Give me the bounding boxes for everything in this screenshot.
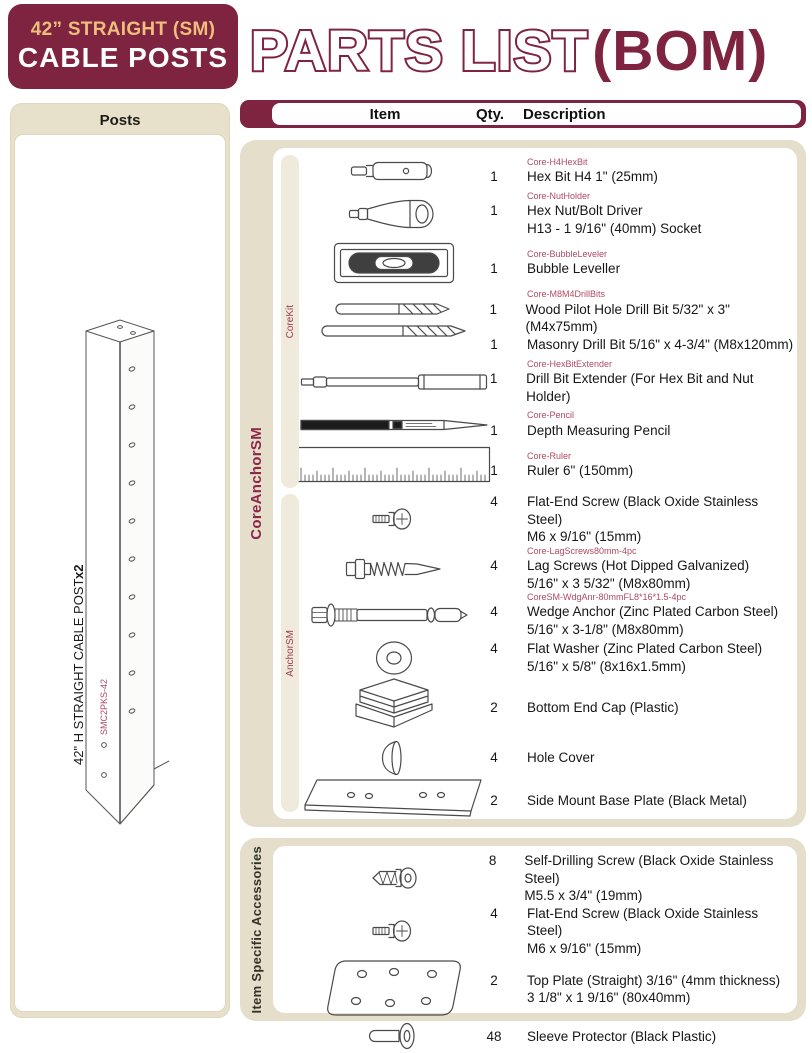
row-part-code: Core-H4HexBit: [527, 156, 588, 167]
description-line: Self-Drilling Screw (Black Oxide Stainless Steel): [524, 853, 774, 886]
row-description: [519, 202, 701, 237]
subsection-pill: [281, 494, 299, 812]
row-entry: [469, 905, 797, 958]
parts-row: [319, 639, 797, 677]
svg-text:PARTS LIST(BOM): [250, 19, 768, 83]
row-description: [519, 905, 797, 958]
post-label-text: 42" H STRAIGHT CABLE POST: [71, 578, 86, 765]
row-qty: 1: [490, 168, 498, 184]
row-main: [469, 1028, 797, 1046]
row-entry: [469, 640, 797, 675]
row-part-code: Core-HexBitExtender: [527, 358, 613, 369]
row-qty: 4: [490, 494, 498, 509]
parts-row: [319, 157, 797, 186]
row-main: [469, 359, 797, 405]
column-header-item: Item: [369, 105, 401, 123]
parts-row: [319, 444, 797, 486]
posts-panel: [10, 103, 230, 1018]
row-description: [519, 422, 670, 440]
subsection-pill: [281, 155, 299, 488]
row-description: [519, 749, 595, 767]
subsection: [273, 850, 797, 1053]
description-line: Drill Bit Extender (For Hex Bit and Nut Holder): [526, 371, 754, 404]
self-drilling-screw-icon: [319, 865, 469, 891]
row-qty: 4: [490, 557, 498, 573]
section-label: CoreAnchorSM: [248, 427, 265, 540]
row-description: [519, 699, 679, 717]
parts-row: [319, 191, 797, 237]
parts-row: [319, 777, 797, 825]
posts-panel-body: [14, 134, 226, 1012]
ruler-icon: [319, 444, 469, 486]
badge-product-label: CABLE POSTS: [17, 42, 229, 73]
description-line: Masonry Drill Bit 5/16" x 4-3/4" (M8x120mm): [527, 336, 794, 352]
description-line: M6 x 9/16" (15mm): [526, 940, 642, 956]
row-description: [519, 557, 749, 592]
row-part-code: Core-NutHolder: [527, 190, 591, 201]
section-label: Item Specific Accessories: [249, 845, 264, 1014]
flat-washer-icon: [319, 639, 469, 677]
row-main: [469, 749, 797, 767]
description-line: Hex Bit H4 1" (25mm): [527, 168, 658, 184]
row-qty: 1: [490, 203, 498, 219]
top-plate-icon: [319, 957, 469, 1021]
row-main: [469, 249, 797, 278]
description-line: H13 - 1 9/16" (40mm) Socket: [527, 220, 702, 236]
rows: [319, 491, 797, 815]
parts-section: [240, 140, 806, 827]
row-part-code: CoreSM-WdgAnr-80mmFL8*16*1.5-4pc: [527, 592, 687, 603]
row-description: [519, 260, 620, 278]
description-line: Flat-End Screw (Black Oxide Stainless Steel): [526, 494, 759, 527]
row-qty: 4: [490, 905, 498, 921]
parts-row: [319, 957, 797, 1021]
parts-row: [319, 359, 797, 405]
bubble-level-icon: [319, 242, 469, 284]
drill-bits-icon: [319, 299, 469, 343]
table-header-inset: [272, 103, 801, 125]
column-header-description: Description: [523, 105, 606, 123]
description-line: 5/16" x 5/8" (8x16x1.5mm): [527, 658, 686, 674]
section-strip: [240, 140, 273, 827]
subsection-label: CoreKit: [284, 304, 296, 339]
row-description: [518, 370, 797, 405]
row-qty: 1: [490, 336, 498, 352]
posts-panel-title: Posts: [99, 112, 141, 129]
row-qty: 2: [490, 699, 498, 715]
row-main: [469, 191, 797, 237]
row-entry: [469, 699, 797, 717]
hole-cover-icon: [319, 739, 469, 777]
bom-table: [240, 100, 806, 1044]
row-description: [516, 852, 797, 905]
page-title: [250, 8, 810, 90]
row-description: [519, 1028, 716, 1046]
row-qty: 4: [490, 604, 498, 620]
parts-section: [240, 838, 806, 1044]
row-entry: [469, 462, 797, 480]
parts-row: [319, 1021, 797, 1051]
row-qty: 2: [490, 792, 498, 808]
row-qty: 4: [490, 749, 498, 765]
row-entry: [469, 202, 797, 237]
row-part-code: Core-Pencil: [527, 410, 575, 421]
description-line: M5.5 x 3/4" (19mm): [524, 888, 643, 904]
row-qty: 2: [490, 972, 498, 988]
description-line: Lag Screws (Hot Dipped Galvanized): [527, 557, 750, 573]
page-title-svg: [250, 8, 810, 90]
row-description: [519, 493, 797, 546]
row-qty: 8: [488, 853, 497, 868]
row-description: [519, 462, 633, 480]
row-entry: [469, 749, 797, 767]
row-qty: 1: [490, 422, 498, 438]
wedge-anchor-icon: [319, 601, 469, 629]
row-description: [517, 301, 797, 336]
nut-driver-icon: [319, 198, 469, 230]
row-entry: [469, 168, 797, 186]
column-header-qty: Qty.: [475, 105, 505, 123]
row-qty: 1: [490, 463, 498, 479]
parts-row: [319, 852, 797, 905]
parts-row: [319, 546, 797, 592]
row-description: [519, 640, 762, 675]
row-part-code: Core-LagScrews80mm-4pc: [527, 545, 637, 556]
row-description: [519, 792, 747, 810]
description-line: Side Mount Base Plate (Black Metal): [527, 792, 747, 808]
row-main: [469, 410, 797, 439]
row-entry: [469, 422, 797, 440]
section-content: [273, 148, 797, 819]
title-solid-text: (BOM): [592, 19, 769, 83]
description-line: 3 1/8" x 1 9/16" (80x40mm): [527, 990, 691, 1006]
row-entry: [469, 370, 797, 405]
flat-end-screw-icon: [319, 507, 469, 531]
row-part-code: Core-Ruler: [527, 450, 572, 461]
flat-end-screw-icon: [319, 919, 469, 943]
description-line: M6 x 9/16" (15mm): [526, 529, 642, 545]
hex-bit-icon: [319, 159, 469, 183]
post-sku-code: SMC2PKS-42: [99, 678, 109, 735]
row-main: [469, 792, 797, 810]
row-qty: 1: [489, 371, 498, 386]
post-quantity-suffix: x2: [71, 564, 86, 579]
bit-extender-icon: [319, 372, 469, 392]
subsection: [273, 152, 797, 491]
row-description: [519, 972, 780, 1007]
row-main: [469, 905, 797, 958]
parts-row: [319, 592, 797, 638]
row-main: [469, 972, 797, 1007]
end-cap-icon: [319, 677, 469, 739]
post-label: [71, 465, 86, 765]
base-plate-icon: [319, 777, 469, 825]
row-entry: [469, 557, 797, 592]
row-entry: [469, 1028, 797, 1046]
description-line: Hole Cover: [527, 749, 595, 765]
row-main: [469, 699, 797, 717]
row-entry: [469, 603, 797, 638]
row-part-code: Core-M8M4DrillBits: [527, 289, 606, 300]
description-line: Depth Measuring Pencil: [527, 422, 671, 438]
row-entry: [469, 792, 797, 810]
description-line: Flat Washer (Zinc Plated Carbon Steel): [527, 640, 763, 656]
description-line: Sleeve Protector (Black Plastic): [527, 1028, 717, 1044]
row-main: [469, 852, 797, 905]
description-line: Hex Nut/Bolt Driver: [527, 203, 643, 219]
row-description: [519, 603, 778, 638]
row-qty: 1: [490, 261, 498, 277]
badge-size-label: 42” STRAIGHT (SM): [30, 19, 216, 40]
row-main: [469, 451, 797, 480]
cable-post-drawing: [20, 317, 220, 852]
row-main: [469, 157, 797, 186]
row-description: [519, 336, 793, 354]
description-line: Bubble Leveller: [527, 261, 621, 277]
row-entry: [469, 493, 797, 546]
product-badge: [8, 4, 238, 89]
description-line: Ruler 6" (150mm): [527, 463, 634, 479]
row-entry: [469, 260, 797, 278]
description-line: Bottom End Cap (Plastic): [527, 699, 679, 715]
subsection-label: AnchorSM: [284, 629, 296, 677]
row-description: [519, 168, 658, 186]
description-line: Top Plate (Straight) 3/16" (4mm thickness): [527, 972, 781, 988]
table-header-bar: [240, 100, 806, 128]
row-main: [469, 546, 797, 592]
section-content: [273, 846, 797, 1044]
subsection: [273, 491, 797, 815]
parts-row: [319, 739, 797, 777]
lag-screw-icon: [319, 555, 469, 583]
description-line: 5/16" x 3 5/32" (M8x80mm): [527, 575, 691, 591]
row-main: [469, 640, 797, 675]
parts-row: [319, 905, 797, 958]
sleeve-protector-icon: [319, 1021, 469, 1051]
description-line: Wood Pilot Hole Drill Bit 5/32" x 3" (M4x75mm): [525, 301, 730, 335]
sections-root: [240, 140, 806, 1044]
section-strip: [240, 838, 273, 1021]
row-entry: [469, 972, 797, 1007]
rows: [319, 850, 797, 1053]
parts-row: [319, 493, 797, 546]
row-part-code: Core-BubbleLeveler: [527, 248, 608, 259]
row-main: [469, 289, 797, 353]
description-line: Flat-End Screw (Black Oxide Stainless Steel): [526, 905, 759, 939]
row-main: [469, 493, 797, 546]
description-line: Wedge Anchor (Zinc Plated Carbon Steel): [527, 604, 779, 620]
row-qty: 1: [489, 301, 497, 317]
row-entry: [469, 852, 797, 905]
row-main: [469, 592, 797, 638]
parts-row: [319, 289, 797, 353]
title-outline-text: PARTS LIST: [250, 19, 589, 83]
parts-row: [319, 677, 797, 739]
row-qty: 4: [490, 640, 498, 656]
row-entry: [469, 336, 797, 354]
row-qty: 48: [486, 1028, 502, 1044]
description-line: 5/16" x 3-1/8" (M8x80mm): [527, 621, 684, 637]
pencil-icon: [319, 416, 469, 434]
parts-row: [319, 410, 797, 439]
rows: [319, 152, 797, 491]
row-entry: [469, 301, 797, 336]
parts-row: [319, 242, 797, 284]
